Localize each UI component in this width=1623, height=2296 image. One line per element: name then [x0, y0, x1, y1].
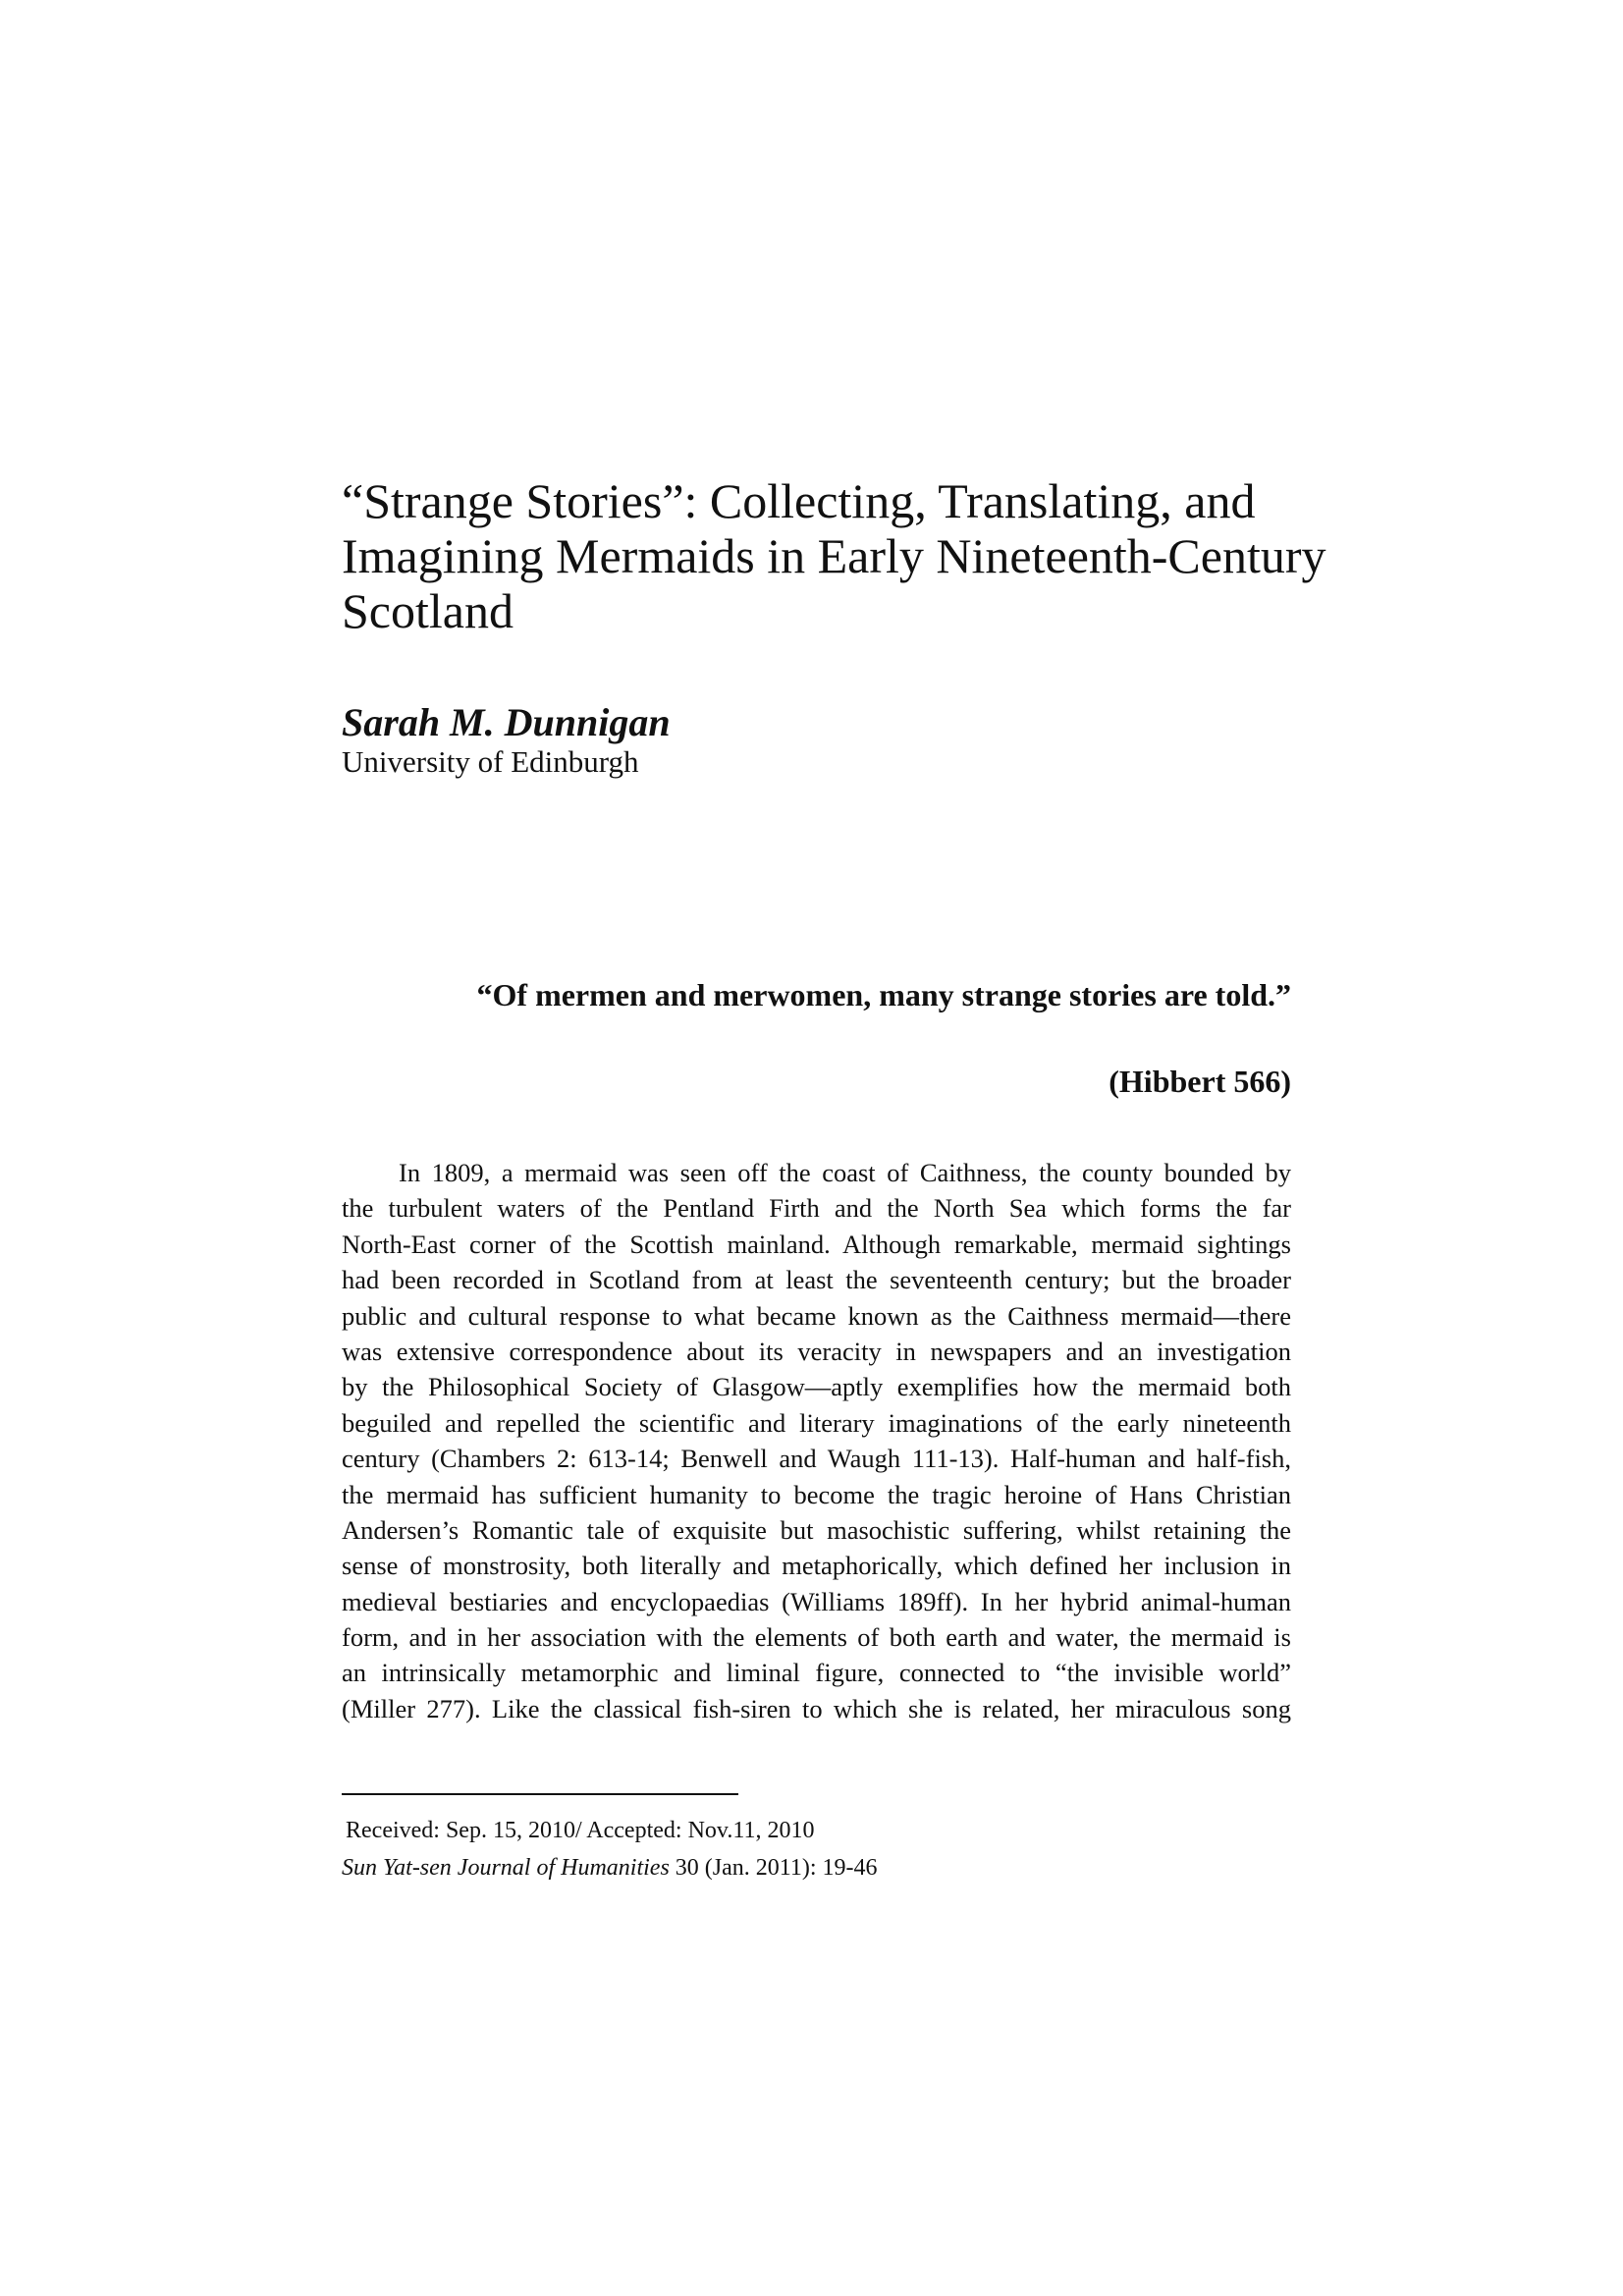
body-line: In 1809, a mermaid was seen off the coast of Caithness, the county bounded by — [399, 1158, 1291, 1187]
body-line: an intrinsically metamorphic and liminal figure, connected to “the invisible world” — [342, 1658, 1291, 1688]
author-name: Sarah M. Dunnigan — [342, 700, 671, 744]
body-line: North-East corner of the Scottish mainland. Although remarkable, mermaid sightings — [342, 1229, 1291, 1259]
body-line: the mermaid has sufficient humanity to become the tragic heroine of Hans Christian — [342, 1479, 1291, 1509]
body-line: had been recorded in Scotland from at least the seventeenth century; but the broader — [342, 1265, 1291, 1295]
title-line: Imagining Mermaids in Early Nineteenth-Century — [342, 528, 1326, 583]
title-line: “Strange Stories”: Collecting, Translating, and — [342, 473, 1256, 528]
body-line: sense of monstrosity, both literally and metaphorically, which defined her inclusion in — [342, 1551, 1291, 1581]
footnote-divider — [342, 1793, 738, 1795]
article-title — [342, 473, 1326, 638]
body-line: (Miller 277). Like the classical fish-siren to which she is related, her miraculous song — [342, 1693, 1291, 1723]
body-line: by the Philosophical Society of Glasgow—aptly exemplifies how the mermaid both — [342, 1372, 1291, 1402]
journal-citation — [342, 1853, 878, 1883]
body-line: public and cultural response to what became known as the Caithness mermaid—there — [342, 1300, 1291, 1331]
body-line: Andersen’s Romantic tale of exquisite but masochistic suffering, whilst retaining the — [342, 1514, 1291, 1545]
epigraph-citation: (Hibbert 566) — [1109, 1064, 1291, 1099]
body-line: was extensive correspondence about its veracity in newspapers and an investigation — [342, 1336, 1291, 1366]
body-line: century (Chambers 2: 613-14; Benwell and Waugh 111-13). Half-human and half-fish, — [342, 1444, 1291, 1474]
author-affiliation: University of Edinburgh — [342, 744, 639, 779]
body-paragraph — [342, 1155, 1291, 1726]
body-line: beguiled and repelled the scientific and literary imaginations of the early nineteenth — [342, 1407, 1291, 1438]
epigraph-quote: “Of mermen and merwomen, many strange stories are told.” — [476, 977, 1291, 1012]
journal-details: 30 (Jan. 2011): 19-46 — [669, 1855, 878, 1881]
body-line: the turbulent waters of the Pentland Firth and the North Sea which forms the far — [342, 1193, 1291, 1224]
received-accepted-note: Received: Sep. 15, 2010/ Accepted: Nov.11, 2010 — [346, 1818, 815, 1843]
title-line: Scotland — [342, 583, 514, 638]
journal-name: Sun Yat-sen Journal of Humanities — [342, 1855, 670, 1881]
body-line: medieval bestiaries and encyclopaedias (Williams 189ff). In her hybrid animal-human — [342, 1586, 1291, 1616]
body-line: form, and in her association with the elements of both earth and water, the mermaid is — [342, 1622, 1291, 1653]
